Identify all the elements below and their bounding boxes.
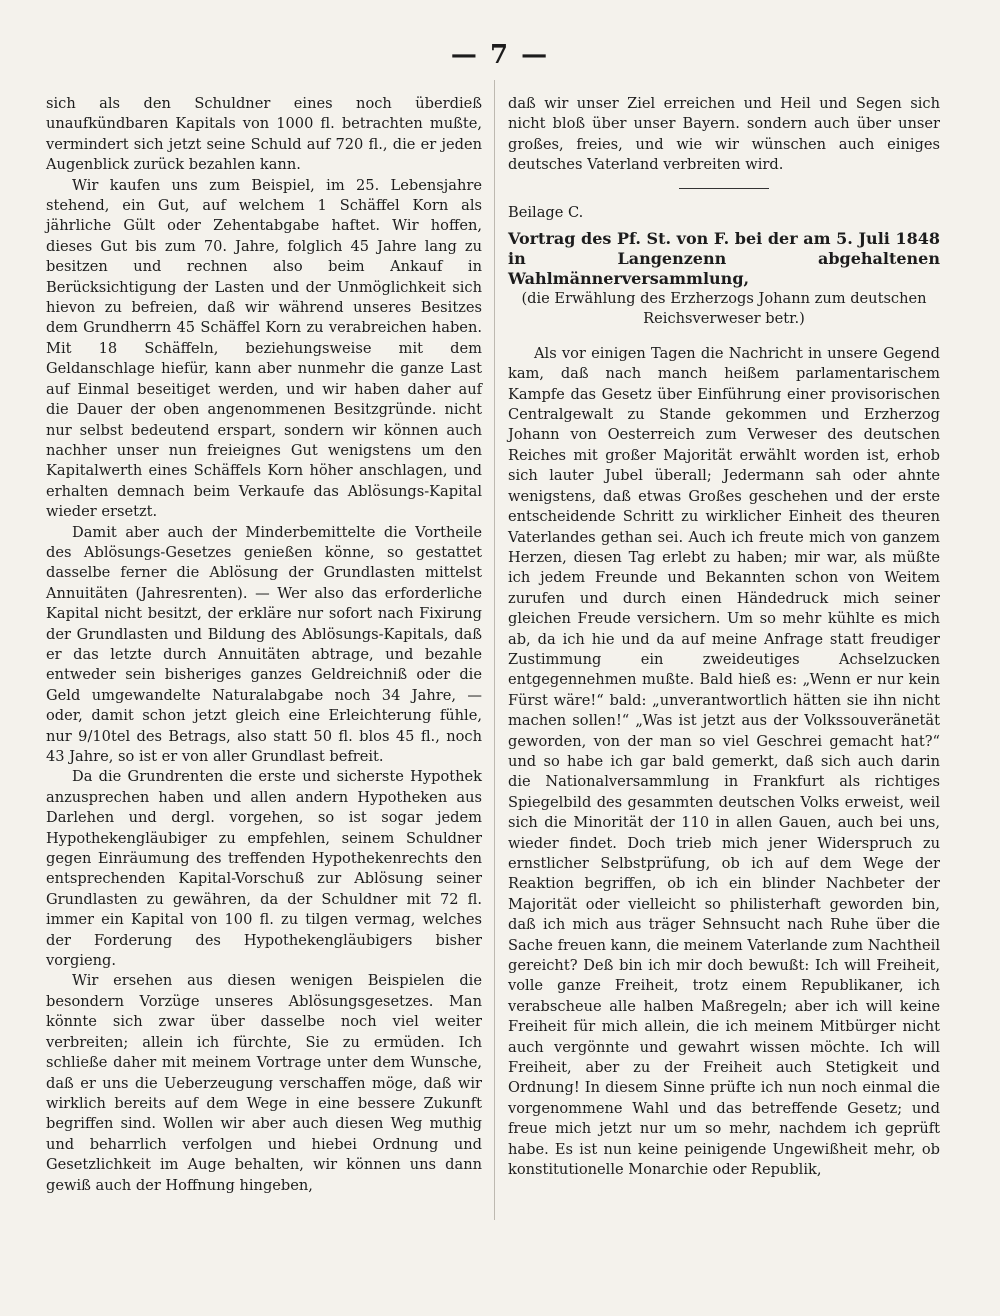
- lecture-title: Vortrag des Pf. St. von F. bei der am 5. Juli 1848 in Langenzenn abgehaltenen Wahlmännerversammlung,: [508, 229, 940, 289]
- right-paragraph-1: Als vor einigen Tagen die Nachricht in unsere Gegend kam, daß nach manch heißem parlamentarischem Kampfe das Gesetz über Einführung einer provisorischen Centralgewalt zu Stande gekommen und Erzherzog Johann von Oesterreich zum Verweser des deutschen Reiches mit großer Majorität erwählt worden ist, erhob sich lauter Jubel überall; Jedermann sah oder ahnte wenigstens, daß etwas Großes geschehen und der erste entscheidende Schritt zu wirklicher Einheit des theuren Vaterlandes gethan sei. Auch ich freute mich von ganzem Herzen, diesen Tag erlebt zu haben; mir war, als müßte ich jedem Freunde und Bekannten schon von Weitem zurufen und durch einen Händedruck mich seiner gleichen Freude versichern. Um so mehr kühlte es mich ab, da ich hie und da auf meine Anfrage statt freudiger Zustimmung ein zweideutiges Achselzucken entgegennehmen mußte. Bald hieß es: „Wenn er nur kein Fürst wäre!“ bald: „unverantwortlich hätten sie ihn nicht machen sollen!“ „Was ist jetzt aus der Volkssouveränetät geworden, von der man so viel Geschrei gemacht hat?“ und so habe ich gar bald gemerkt, daß sich auch darin die Nationalversammlung in Frankfurt als richtiges Spiegelbild des gesammten deutschen Volks erweist, weil sich die Minorität der 110 in allen Gauen, auch bei uns, wieder findet. Doch trieb mich jener Widerspruch zu ernstlicher Selbstprüfung, ob ich auf dem Wege der Reaktion begriffen, ob ich ein blinder Nachbeter der Majorität oder vielleicht so philisterhaft geworden bin, daß ich mich aus träger Sehnsucht nach Ruhe über die Sache freuen kann, die meinem Vaterlande zum Nachtheil gereicht? Deß bin ich mir doch bewußt: Ich will Freiheit, volle ganze Freiheit, trotz einem Republikaner, ich verabscheue alle halben Maßregeln; aber ich will keine Freiheit für mich allein, die ich meinem Mitbürger nicht auch vergönnte und gewahrt wissen möchte. Ich will Freiheit, aber zu der Freiheit auch Stetigkeit und Ordnung! In diesem Sinne prüfte ich nun noch einmal die vorgenommene Wahl und das betreffende Gesetz; und freue mich jetzt nur um so mehr, nachdem ich geprüft habe. Es ist nun keine peinigende Ungewißheit mehr, ob konstitutionelle Monarchie oder Republik,: [508, 344, 940, 1179]
- page-number: — 7 —: [450, 40, 550, 70]
- left-column: [46, 94, 482, 1196]
- section-separator: [679, 188, 769, 189]
- section-label: Beilage C.: [508, 203, 584, 221]
- column-divider: [494, 80, 495, 1220]
- lecture-subtitle: (die Erwählung des Erzherzogs Johann zum deutschen Reichsverweser betr.): [521, 290, 927, 328]
- right-column: [508, 94, 940, 1181]
- left-paragraph-4: Da die Grundrenten die erste und sicherste Hypothek anzusprechen haben und allen andern Hypotheken aus Darlehen und dergl. vorgehen, so ist sogar jedem Hypothekengläubiger zu empfehlen, seinem Schuldner gegen Einräumung des treffenden Hypothekenrechts den entsprechenden Kapital-Vorschuß zur Ablösung seiner Grundlasten zu gewähren, da der Schuldner mit 72 fl. immer ein Kapital von 100 fl. zu tilgen vermag, welches der Forderung des Hypothekengläubigers bisher vorgieng.: [46, 768, 482, 970]
- left-paragraph-1: sich als den Schuldner eines noch überdieß unaufkündbaren Kapitals von 1000 fl. betrachten mußte, vermindert sich jetzt seine Schuld auf 720 fl., die er jeden Augenblick zurück bezahlen kann.: [46, 95, 482, 174]
- left-paragraph-5: Wir ersehen aus diesen wenigen Beispielen die besondern Vorzüge unseres Ablösungsgesetzes. Man könnte sich zwar über dasselbe noch viel weiter verbreiten; allein ich fürchte, Sie zu ermüden. Ich schließe daher mit meinem Vortrage unter dem Wunsche, daß er uns die Ueberzeugung verschaffen möge, daß wir wirklich bereits auf dem Wege in eine bessere Zukunft begriffen sind. Wollen wir aber auch diesen Weg muthig und beharrlich verfolgen und hiebei Ordnung und Gesetzlichkeit im Auge behalten, wir können uns dann gewiß auch der Hoffnung hingeben,: [46, 972, 482, 1194]
- left-paragraph-3: Damit aber auch der Minderbemittelte die Vortheile des Ablösungs-Gesetzes genießen könne, so gestattet dasselbe ferner die Ablösung der Grundlasten mittelst Annuitäten (Jahresrenten). — Wer also das erforderliche Kapital nicht besitzt, der erkläre nur sofort nach Fixirung der Grundlasten und Bildung des Ablösungs-Kapitals, daß er das letzte durch Annuitäten abtrage, und bezahle entweder sein bisheriges ganzes Geldreichniß oder die Geld umgewandelte Naturalabgabe noch 34 Jahre, — oder, damit schon jetzt gleich eine Erleichterung fühle, nur 9/10tel des Betrags, also statt 50 fl. blos 45 fl., noch 43 Jahre, so ist er von aller Grundlast befreit.: [46, 523, 482, 765]
- right-top-paragraph: daß wir unser Ziel erreichen und Heil und Segen sich nicht bloß über unser Bayern. sondern auch über unser großes, freies, und wie wir wünschen auch einiges deutsches Vaterland verbreiten wird.: [508, 95, 940, 174]
- left-paragraph-2: Wir kaufen uns zum Beispiel, im 25. Lebensjahre stehend, ein Gut, auf welchem 1 Schäffel Korn als jährliche Gült oder Zehentabgabe haftet. Wir hoffen, dieses Gut bis zum 70. Jahre, folglich 45 Jahre lang zu besitzen und rechnen also beim Ankauf in Berücksichtigung der Lasten und der Unmöglichkeit sich hievon zu befreien, daß wir während unseres Besitzes dem Grundherrn 45 Schäffel Korn zu verabreichen haben. Mit 18 Schäffeln, beziehungsweise mit dem Geldanschlage hiefür, kann aber nunmehr die ganze Last auf Einmal beseitiget werden, und wir haben daher auf die Dauer der oben angenommenen Besitzgründe. nicht nur selbst bedeutend erspart, sondern wir können auch nachher unser nun freieignes Gut wenigstens um den Kapitalwerth eines Schäffels Korn höher anschlagen, und erhalten demnach beim Verkaufe das Ablösungs-Kapital wieder ersetzt.: [46, 176, 482, 521]
